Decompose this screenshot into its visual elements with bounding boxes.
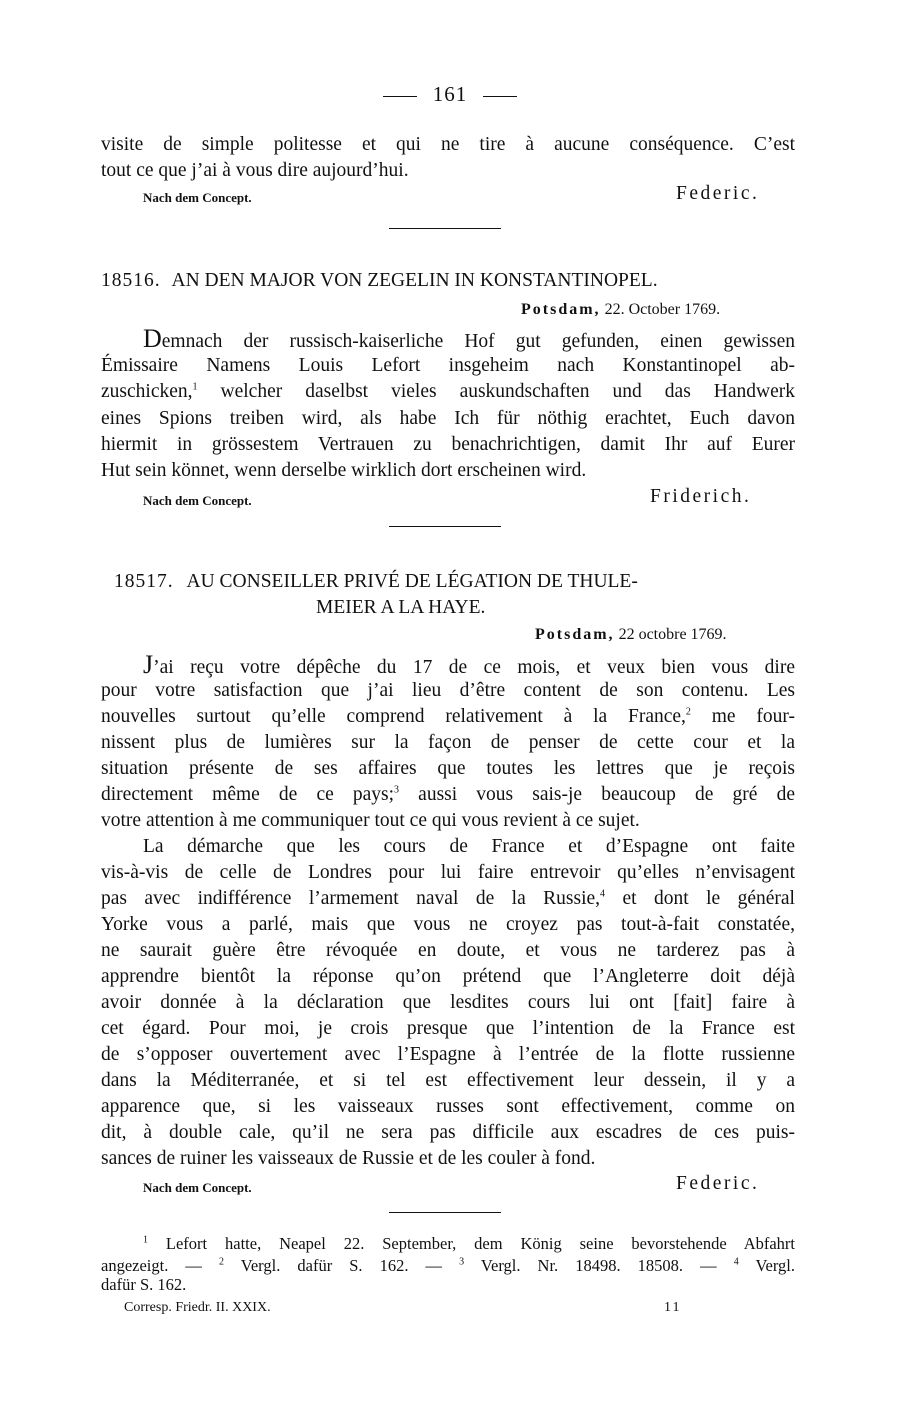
body-line: pour votre satisfaction que j’ai lieu d’être content de son contenu. Les <box>101 680 795 701</box>
body-line: Hut sein könnet, wenn derselbe wirklich dort erscheinen wird. <box>101 460 587 481</box>
concept-note: Nach dem Concept. <box>143 190 252 205</box>
footnote-marker: 2 <box>218 1256 224 1268</box>
body-line <box>101 886 795 912</box>
footer-signature-mark: Corresp. Friedr. II. XXIX. <box>124 1300 271 1315</box>
body-line <box>101 782 795 808</box>
letter-place: Potsdam, <box>535 626 615 643</box>
footnote-ref[interactable]: 3 <box>394 784 400 796</box>
body-line: ne saurait guère être révoquée en doute, et vous ne tarderez pas à <box>101 940 795 961</box>
letter-place-date <box>535 626 727 644</box>
body-line: Émissaire Namens Louis Lefort insgeheim nach Konstantinopel ab- <box>101 355 795 376</box>
body-line: vis-à-vis de celle de Londres pour lui faire entrevoir qu’elles n’envisagent <box>101 862 795 883</box>
footnote-text: Vergl. Nr. 18498. 18508. — <box>480 1256 717 1275</box>
body-line: La démarche que les cours de France et d’Espagne ont faite <box>143 836 795 857</box>
letter-title-line2: MEIER A LA HAYE. <box>316 597 486 618</box>
body-line <box>143 652 795 681</box>
body-line: apprendre bientôt la réponse qu’on prétend que l’Angleterre doit déjà <box>101 966 795 987</box>
footnote-line: dafür S. 162. <box>101 1275 187 1294</box>
signature: Federic. <box>676 1173 760 1194</box>
initial-letter: J <box>143 650 154 679</box>
page-number-dash-right <box>483 96 517 97</box>
body-line: dans la Méditerranée, et si tel est effectivement leur dessein, il y a <box>101 1070 795 1091</box>
body-line-text: zuschicken, <box>101 381 193 402</box>
letter-title-line1: AU CONSEILLER PRIVÉ DE LÉGATION DE THULE- <box>186 571 638 592</box>
letter-number: 18516. <box>101 270 161 291</box>
footnote-marker: 3 <box>459 1256 465 1268</box>
body-line-text: emnach der russisch-kaiserliche Hof gut gefunden, einen gewissen <box>161 331 795 352</box>
body-line: de s’opposer ouvertement avec l’Espagne à l’entrée de la flotte russienne <box>101 1044 795 1065</box>
footnote-text: Vergl. dafür S. 162. — <box>240 1256 443 1275</box>
section-divider <box>389 1212 501 1213</box>
footnote-ref[interactable]: 2 <box>685 706 691 718</box>
body-line-text: et dont le général <box>622 888 795 909</box>
footnote-line <box>143 1233 795 1255</box>
footnote-text: Lefort hatte, Neapel 22. September, dem König seine bevorstehende Abfahrt <box>165 1234 796 1253</box>
signature: Friderich. <box>650 486 752 507</box>
body-line <box>101 704 795 730</box>
body-line: apparence que, si les vaisseaux russes sont effectivement, comme on <box>101 1096 795 1117</box>
page-number-text: 161 <box>432 82 468 106</box>
concept-note: Nach dem Concept. <box>143 493 252 508</box>
section-divider <box>389 228 501 229</box>
body-line: situation présente de ses affaires que toutes les lettres que je reçois <box>101 758 795 779</box>
section-divider <box>389 526 501 527</box>
letter-place: Potsdam, <box>521 301 601 318</box>
body-line: eines Spions treiben wird, als habe Ich für nöthig erachtet, Euch davon <box>101 408 795 429</box>
footnote-marker: 4 <box>733 1256 739 1268</box>
footnote-ref[interactable]: 1 <box>192 381 198 393</box>
footnote-text: angezeigt. — <box>101 1256 202 1275</box>
letter-number: 18517. <box>114 571 174 592</box>
letter-date: 22 octobre 1769. <box>618 626 727 643</box>
letter-title: AN DEN MAJOR VON ZEGELIN IN KONSTANTINOPEL. <box>171 270 658 291</box>
body-line-text: ’ai reçu votre dépêche du 17 de ce mois, et veux bien vous dire <box>153 657 795 678</box>
body-line: tout ce que j’ai à vous dire aujourd’hui. <box>101 160 409 181</box>
body-line: dit, à double cale, qu’il ne sera pas difficile aux escadres de ces puis- <box>101 1122 795 1143</box>
body-line-text: me four- <box>711 706 795 727</box>
body-line-text: nouvelles surtout qu’elle comprend relativement à la France, <box>101 706 686 727</box>
body-line <box>143 326 795 355</box>
footnote-ref[interactable]: 4 <box>600 888 606 900</box>
footer-sheet-number: 11 <box>664 1300 682 1315</box>
body-line: cet égard. Pour moi, je crois presque que l’intention de la France est <box>101 1018 795 1039</box>
letter-place-date <box>521 301 720 319</box>
body-line <box>101 379 795 405</box>
signature: Federic. <box>676 183 760 204</box>
body-line: visite de simple politesse et qui ne tire à aucune conséquence. C’est <box>101 134 795 155</box>
body-line-text: aussi vous sais-je beaucoup de gré de <box>418 784 795 805</box>
page-number <box>0 82 900 107</box>
letter-heading <box>114 571 638 593</box>
body-line-text: pas avec indifférence l’armement naval de la Russie, <box>101 888 601 909</box>
footnote-text: Vergl. <box>755 1256 796 1275</box>
footnote-marker: 1 <box>143 1234 148 1246</box>
body-line: Yorke vous a parlé, mais que vous ne croyez pas tout-à-fait constatée, <box>101 914 795 935</box>
page-number-dash-left <box>383 96 417 97</box>
body-line: avoir donnée à la déclaration que lesdites cours lui ont [fait] faire à <box>101 992 795 1013</box>
body-line: votre attention à me communiquer tout ce qui vous revient à ce sujet. <box>101 810 640 831</box>
body-line-text: directement même de ce pays; <box>101 784 395 805</box>
letter-date: 22. October 1769. <box>604 301 721 318</box>
body-line: sances de ruiner les vaisseaux de Russie et de les couler à fond. <box>101 1148 596 1169</box>
concept-note: Nach dem Concept. <box>143 1180 252 1195</box>
body-line: hiermit in grössestem Vertrauen zu benachrichtigen, damit Ihr auf Eurer <box>101 434 795 455</box>
body-line-text: welcher daselbst vieles auskundschaften und das Handwerk <box>220 381 796 402</box>
initial-letter: D <box>143 324 162 353</box>
body-line: nissent plus de lumières sur la façon de penser de cette cour et la <box>101 732 795 753</box>
letter-heading <box>101 270 658 292</box>
